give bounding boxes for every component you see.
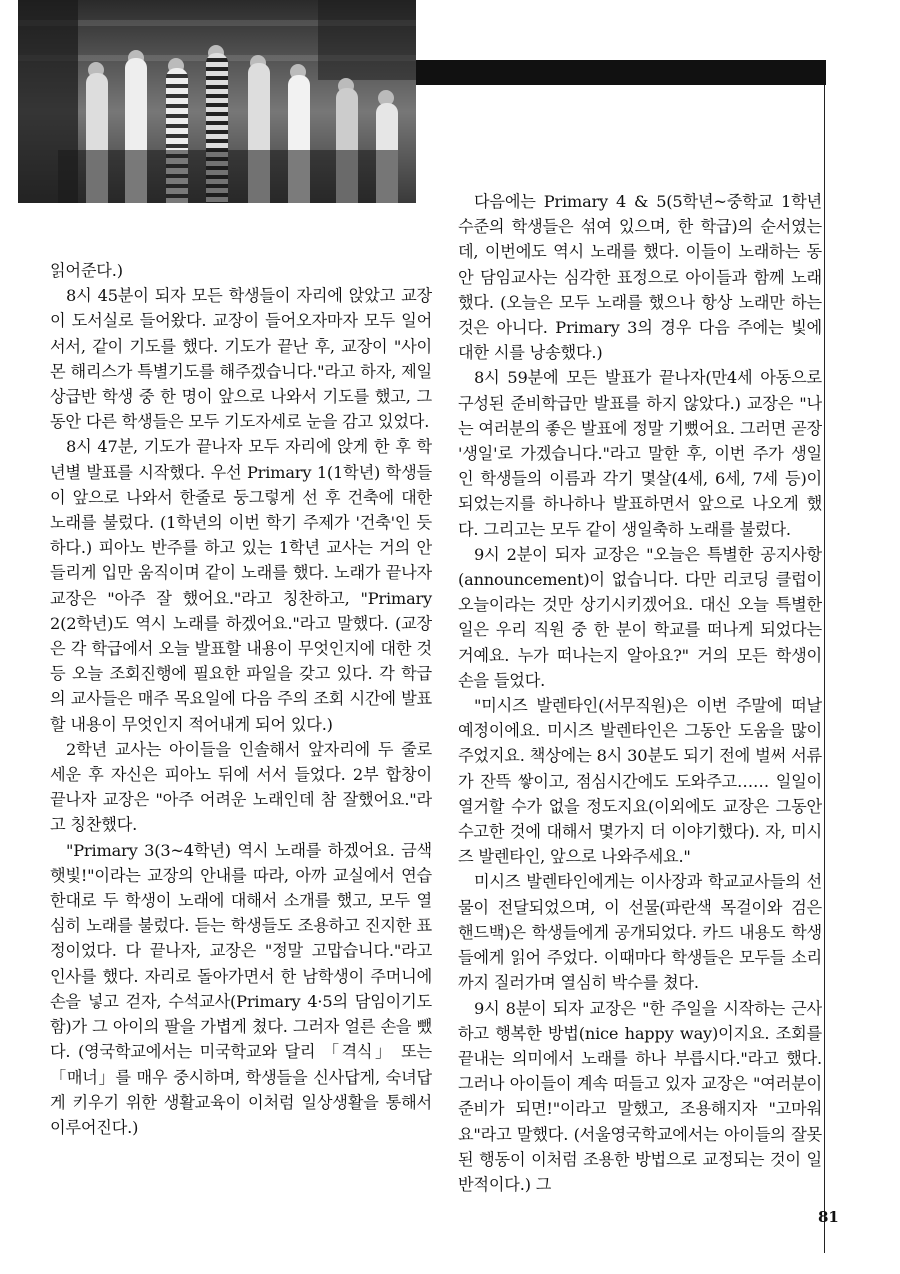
right-column [458, 189, 822, 1197]
paragraph: 읽어준다.) [50, 261, 123, 280]
paragraph: 미시즈 발렌타인에게는 이사장과 학교교사들의 선물이 전달되었으며, 이 선물(파란색 목걸이와 검은 핸드백)은 학생들에게 공개되었다. 카드 내용도 학생들에게 읽어 주었다. 이때마다 학생들은 모두들 소리까지 질러가며 열심히 박수를 쳤다. [458, 872, 822, 993]
header-rule [416, 60, 826, 85]
paragraph: 다음에는 Primary 4 & 5(5학년~중학교 1학년 수준의 학생들은 섞여 있으며, 한 학급)의 순서였는데, 이번에도 역시 노래를 했다. 이들이 노래하는 동안 담임교사는 심각한 표정으로 아이들과 함께 노래했다. (오늘은 모두 노래를 했으나 항상 노래만 하는 것은 아니다. Primary 3의 경우 다음 주에는 빛에 대한 시를 낭송했다.) [458, 192, 822, 363]
paragraph: "미시즈 발렌타인(서무직원)은 이번 주말에 떠날 예정이에요. 미시즈 발렌타인은 그동안 도움을 많이 주었지요. 책상에는 8시 30분도 되기 전에 벌써 서류가 잔뜩 쌓이고, 점심시간에도 도와주고…… 일일이 열거할 수가 없을 정도지요(이외에도 교장은 그동안 수고한 것에 대해서 몇가지 더 이야기했다). 자, 미시즈 발렌타인, 앞으로 나와주세요." [458, 696, 822, 867]
paragraph: 9시 2분이 되자 교장은 "오늘은 특별한 공지사항(announcement)이 없습니다. 다만 리코딩 클럽이 오늘이라는 것만 상기시키겠어요. 대신 오늘 특별한 일은 우리 직원 중 한 분이 학교를 떠나게 되었다는 거예요. 누가 떠나는지 알아요?" 거의 모든 학생이 손을 들었다. [458, 544, 822, 690]
paragraph: 2학년 교사는 아이들을 인솔해서 앞자리에 두 줄로 세운 후 자신은 피아노 뒤에 서서 들었다. 2부 합창이 끝나자 교장은 "아주 어려운 노래인데 참 잘했어요."라고 칭찬했다. [50, 739, 432, 835]
paragraph: 8시 45분이 되자 모든 학생들이 자리에 앉았고 교장이 도서실로 들어왔다. 교장이 들어오자마자 모두 일어서서, 같이 기도를 했다. 기도가 끝난 후, 교장이 "사이몬 해리스가 특별기도를 해주겠습니다."라고 하자, 제일 상급반 학생 중 한 명이 앞으로 나와서 기도를 했고, 그동안 다른 학생들은 모두 기도자세로 눈을 감고 있었다. [50, 286, 432, 432]
paragraph: 8시 59분에 모든 발표가 끝나자(만4세 아동으로 구성된 준비학급만 발표를 하지 않았다.) 교장은 "나는 여러분의 좋은 발표에 정말 기뻤어요. 그러면 곧장 '생일'로 가겠습니다."라고 말한 후, 이번 주가 생일인 학생들의 이름과 각기 몇살(4세, 6세, 7세 등)이 되었는지를 하나하나 발표하면서 앞으로 나오게 했다. 그리고는 모두 같이 생일축하 노래를 불렀다. [458, 368, 822, 539]
paragraph: "Primary 3(3~4학년) 역시 노래를 하겠어요. 금색 햇빛!"이라는 교장의 안내를 따라, 아까 교실에서 연습한대로 두 학생이 노래에 대해서 소개를 했고, 모두 열심히 노래를 불렀다. 듣는 학생들도 조용하고 진지한 표정이었다. 다 끝나자, 교장은 "정말 고맙습니다."라고 인사를 했다. 자리로 돌아가면서 한 남학생이 주머니에 손을 넣고 걷자, 수석교사(Primary 4·5의 담임이기도 함)가 그 아이의 팔을 가볍게 쳤다. 그러자 얼른 손을 뺐다. (영국학교에서는 미국학교와 달리 「격식」 또는 「매너」를 매우 중시하며, 학생들을 신사답게, 숙녀답게 키우기 위한 생활교육이 이처럼 일상생활을 통해서 이루어진다.) [50, 840, 432, 1137]
left-column [50, 258, 432, 1140]
paragraph: 8시 47분, 기도가 끝나자 모두 자리에 앉게 한 후 학년별 발표를 시작했다. 우선 Primary 1(1학년) 학생들이 앞으로 나와서 한줄로 둥그렇게 선 후 건축에 대한 노래를 불렀다. (1학년의 이번 학기 주제가 '건축'인 듯 하다.) 피아노 반주를 하고 있는 1학년 교사는 거의 안들리게 입만 움직이며 같이 노래를 했다. 노래가 끝나자 교장은 "아주 잘 했어요."라고 칭찬하고, "Primary 2(2학년)도 역시 노래를 하겠어요."라고 말했다. (교장은 각 학급에서 오늘 발표할 내용이 무엇인지에 대한 것 등 오늘 조회진행에 필요한 파일을 갖고 있다. 각 학급의 교사들은 매주 목요일에 다음 주의 조회 시간에 발표할 내용이 무엇인지 적어내게 되어 있다.) [50, 437, 432, 734]
paragraph: 9시 8분이 되자 교장은 "한 주일을 시작하는 근사하고 행복한 방법(nice happy way)이지요. 조회를 끝내는 의미에서 노래를 하나 부릅시다."라고 했다. 그러나 아이들이 계속 떠들고 있자 교장은 "여러분이 준비가 되면!"이라고 말했고, 조용해지자 "고마워요"라고 말했다. (서울영국학교에서는 아이들의 잘못된 행동이 이처럼 조용한 방법으로 교정되는 것이 일반적이다.) 그 [458, 998, 822, 1194]
assembly-photo [18, 0, 416, 203]
page-number: 81 [818, 1208, 839, 1226]
